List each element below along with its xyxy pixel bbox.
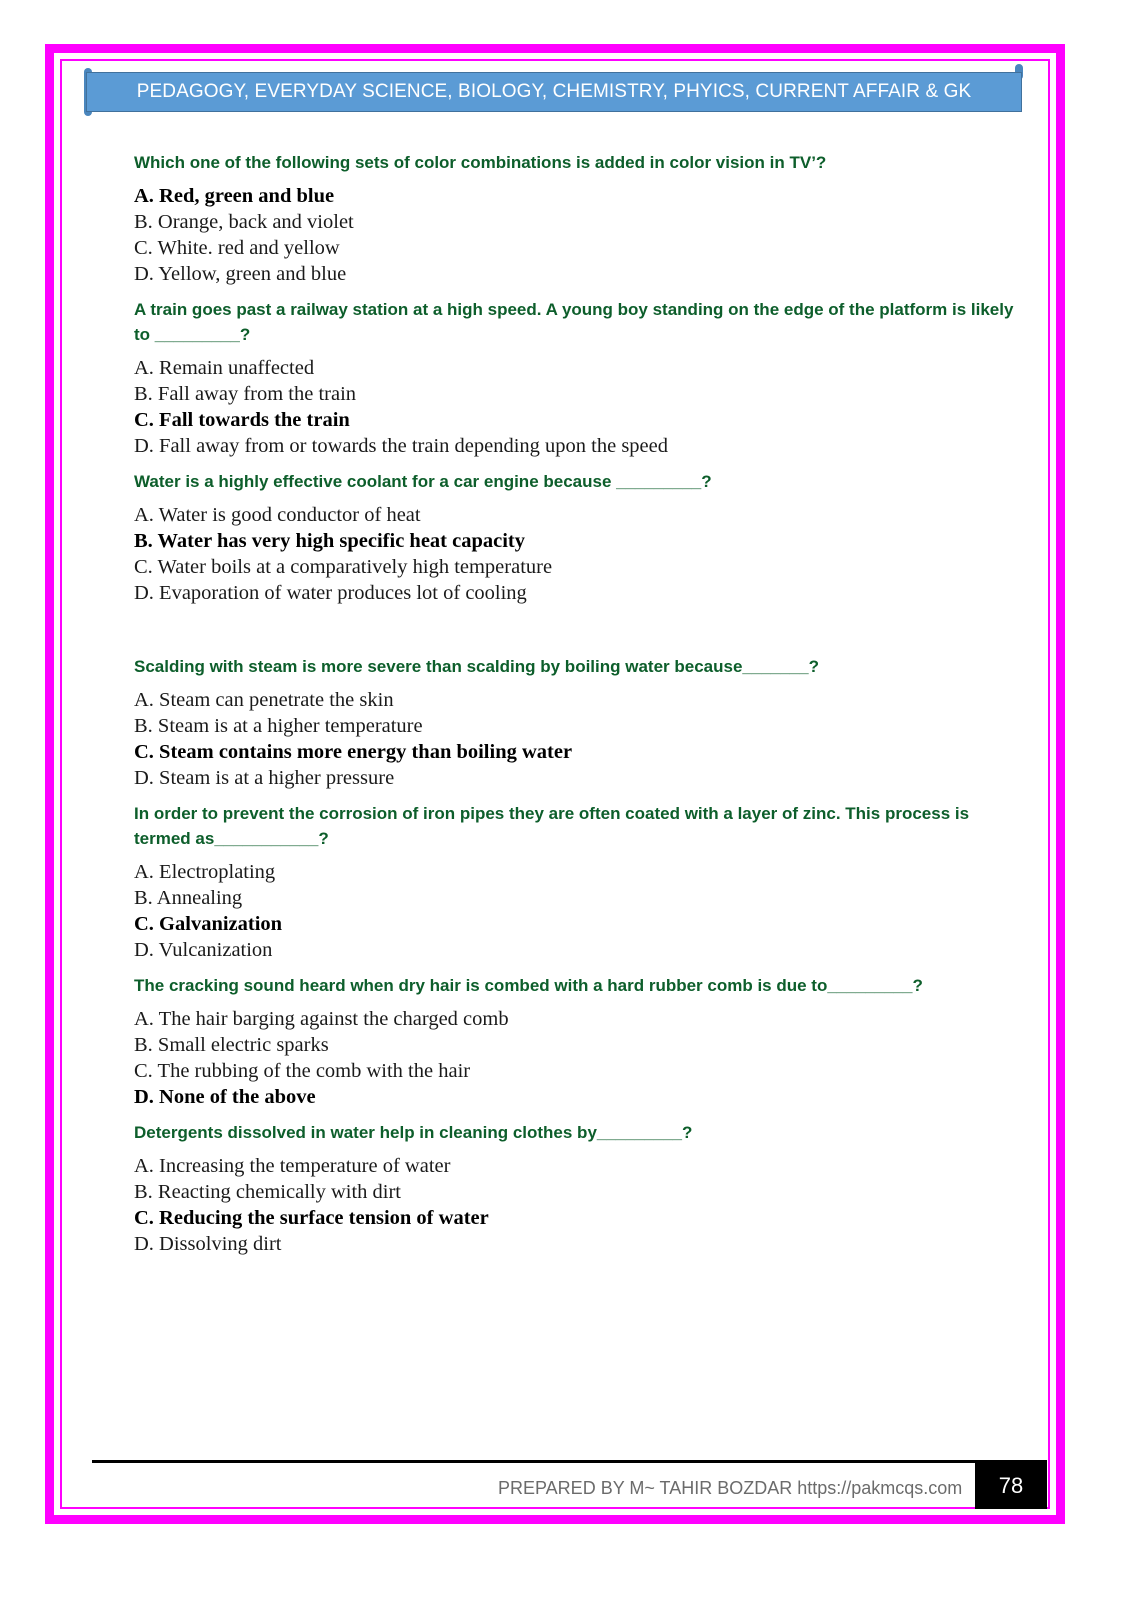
mcq-item bbox=[134, 150, 1014, 287]
mcq-list bbox=[134, 150, 1014, 1257]
answer-option: B. Water has very high specific heat capacity bbox=[134, 530, 525, 552]
answer-option: B. Fall away from the train bbox=[134, 383, 357, 405]
question-text: Which one of the following sets of color combinations is added in color vision in TV’? bbox=[134, 153, 827, 172]
answer-option: C. Steam contains more energy than boiling water bbox=[134, 741, 573, 763]
mcq-item bbox=[134, 297, 1014, 459]
answer-option: A. Remain unaffected bbox=[134, 357, 315, 379]
question-text: The cracking sound heard when dry hair is combed with a hard rubber comb is due to_________? bbox=[134, 976, 923, 995]
answer-option: C. The rubbing of the comb with the hair bbox=[134, 1060, 471, 1082]
footer-prepared-by: PREPARED BY M~ TAHIR BOZDAR https://pakmcqs.com bbox=[498, 1478, 963, 1498]
answer-option: A. Electroplating bbox=[134, 861, 276, 883]
answer-option: D. Steam is at a higher pressure bbox=[134, 767, 395, 789]
answer-option: A. The hair barging against the charged comb bbox=[134, 1008, 509, 1030]
answer-option: D. None of the above bbox=[134, 1086, 316, 1108]
answer-option: D. Dissolving dirt bbox=[134, 1233, 282, 1255]
answer-option: D. Yellow, green and blue bbox=[134, 263, 347, 285]
answer-option: D. Evaporation of water produces lot of cooling bbox=[134, 582, 527, 604]
answer-option: B. Steam is at a higher temperature bbox=[134, 715, 423, 737]
answer-option: B. Annealing bbox=[134, 887, 243, 909]
header-banner: PEDAGOGY, EVERYDAY SCIENCE, BIOLOGY, CHEMISTRY, PHYICS, CURRENT AFFAIR & GK bbox=[86, 72, 1022, 112]
question-text: Scalding with steam is more severe than scalding by boiling water because_______? bbox=[134, 657, 819, 676]
mcq-item bbox=[134, 469, 1014, 606]
answer-option: C. Galvanization bbox=[134, 913, 283, 935]
answer-option: A. Red, green and blue bbox=[134, 185, 335, 207]
question-text: A train goes past a railway station at a high speed. A young boy standing on the edge of the platform is likely to _________? bbox=[134, 300, 1014, 344]
mcq-item bbox=[134, 973, 1014, 1110]
answer-option: A. Water is good conductor of heat bbox=[134, 504, 421, 526]
answer-option: B. Small electric sparks bbox=[134, 1034, 329, 1056]
question-text: Water is a highly effective coolant for a car engine because _________? bbox=[134, 472, 712, 491]
mcq-item bbox=[134, 801, 1014, 963]
mcq-item bbox=[134, 654, 1014, 791]
footer-divider bbox=[92, 1460, 1047, 1463]
answer-option: D. Vulcanization bbox=[134, 939, 273, 961]
answer-option: C. Water boils at a comparatively high temperature bbox=[134, 556, 553, 578]
answer-option: A. Increasing the temperature of water bbox=[134, 1155, 451, 1177]
question-text: Detergents dissolved in water help in cleaning clothes by_________? bbox=[134, 1123, 693, 1142]
answer-option: C. White. red and yellow bbox=[134, 237, 340, 259]
answer-option: A. Steam can penetrate the skin bbox=[134, 689, 394, 711]
page-number: 78 bbox=[975, 1463, 1047, 1509]
question-text: In order to prevent the corrosion of iron pipes they are often coated with a layer of zinc. This process is termed as___________? bbox=[134, 804, 970, 848]
answer-option: D. Fall away from or towards the train depending upon the speed bbox=[134, 435, 669, 457]
answer-option: B. Orange, back and violet bbox=[134, 211, 354, 233]
answer-option: C. Reducing the surface tension of water bbox=[134, 1207, 489, 1229]
answer-option: B. Reacting chemically with dirt bbox=[134, 1181, 402, 1203]
answer-option: C. Fall towards the train bbox=[134, 409, 350, 431]
mcq-item bbox=[134, 1120, 1014, 1257]
